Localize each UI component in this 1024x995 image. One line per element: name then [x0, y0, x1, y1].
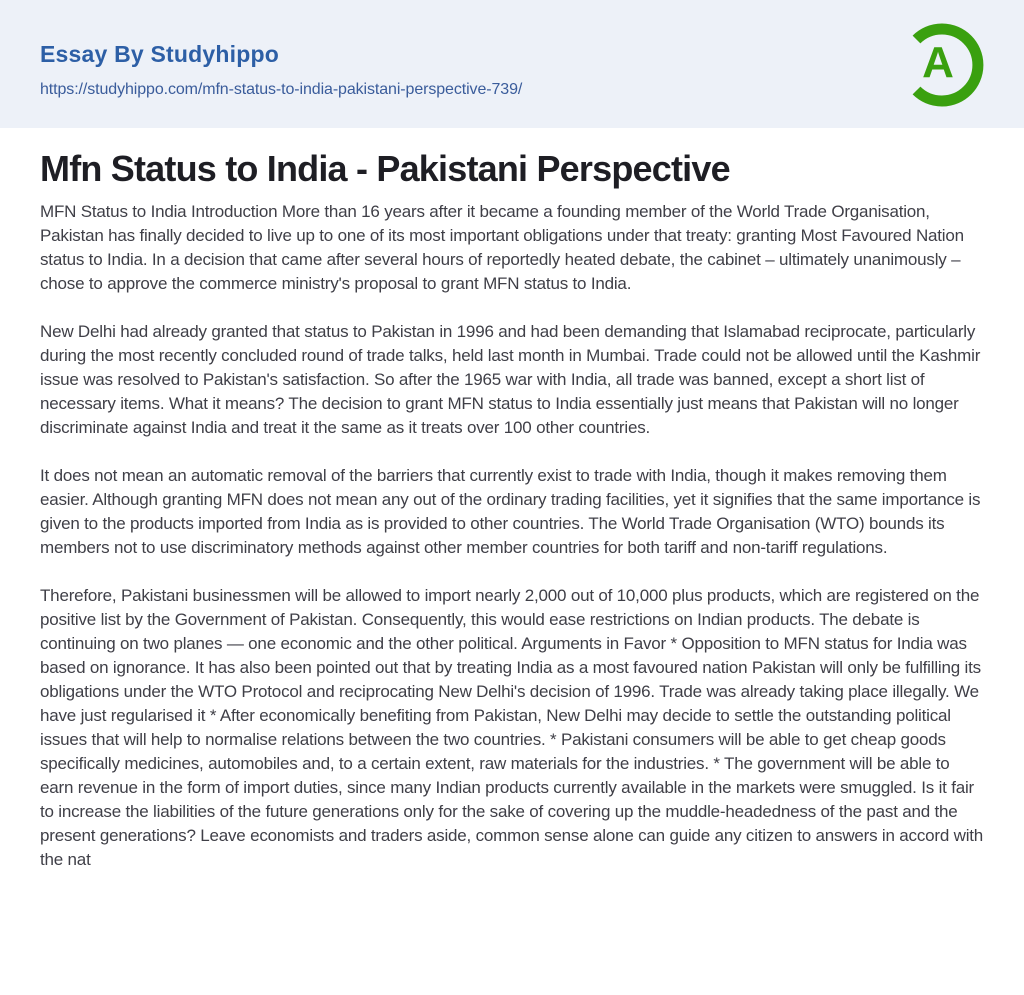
essay-article — [0, 149, 1024, 872]
header-text-block — [40, 29, 522, 99]
essay-paragraph: MFN Status to India Introduction More than 16 years after it became a founding member of the World Trade Organisation, Pakistan has finally decided to live up to one of its most important obligations under that treaty: granting Most Favoured Nation status to India. In a decision that came after several hours of reportedly heated debate, the cabinet – ultimately unanimously – chose to approve the commerce ministry's proposal to grant MFN status to India. — [40, 201, 964, 293]
page-url-link[interactable]: https://studyhippo.com/mfn-status-to-india-pakistani-perspective-739/ — [40, 81, 523, 98]
essay-paragraph: It does not mean an automatic removal of the barriers that currently exist to trade with India, though it makes removing them easier. Although granting MFN does not mean any out of the ordinary trading facilities, yet it signifies that the same importance is given to the products imported from India as is provided to other countries. The World Trade Organisation (WTO) bounds its members not to use discriminatory methods against other member countries for both tariff and non-tariff regulations. — [40, 465, 981, 557]
logo-letter: A — [922, 38, 954, 87]
essay-paragraph: New Delhi had already granted that status to Pakistan in 1996 and had been demanding that Islamabad reciprocate, particularly during the most recently concluded round of trade talks, held last month in Mumbai. Trade could not be allowed until the Kashmir issue was resolved to Pakistan's satisfaction. So after the 1965 war with India, all trade was banned, except a short list of necessary items. What it means? The decision to grant MFN status to India essentially just means that Pakistan will no longer discriminate against India and treat it the same as it treats over 100 other countries. — [40, 321, 981, 437]
site-title: Essay By Studyhippo — [40, 41, 279, 67]
studyhippo-logo — [900, 21, 984, 107]
essay-title: Mfn Status to India - Pakistani Perspective — [40, 148, 730, 189]
page-header — [0, 0, 1024, 128]
essay-paragraph: Therefore, Pakistani businessmen will be allowed to import nearly 2,000 out of 10,000 plus products, which are registered on the positive list by the Government of Pakistan. Consequently, this would ease restrictions on Indian products. The debate is continuing on two planes — one economic and the other political. Arguments in Favor * Opposition to MFN status for India was based on ignorance. It has also been pointed out that by treating India as a most favoured nation Pakistan will only be fulfilling its obligations under the WTO Protocol and reciprocating New Delhi's decision of 1996. Trade was already taking place illegally. We have just regularised it * After economically benefiting from Pakistan, New Delhi may decide to settle the outstanding political issues that will help to normalise relations between the two countries. * Pakistani consumers will be able to get cheap goods specifically medicines, automobiles and, to a certain extent, raw materials for the industries. * The government will be able to earn revenue in the form of import duties, since many Indian products currently available in the markets were smuggled. Is it fair to increase the liabilities of the future generations only for the sake of covering up the muddle-headedness of the past and the present generations? Leave economists and traders aside, common sense alone can guide any citizen to answers in accord with the nat — [40, 585, 984, 869]
